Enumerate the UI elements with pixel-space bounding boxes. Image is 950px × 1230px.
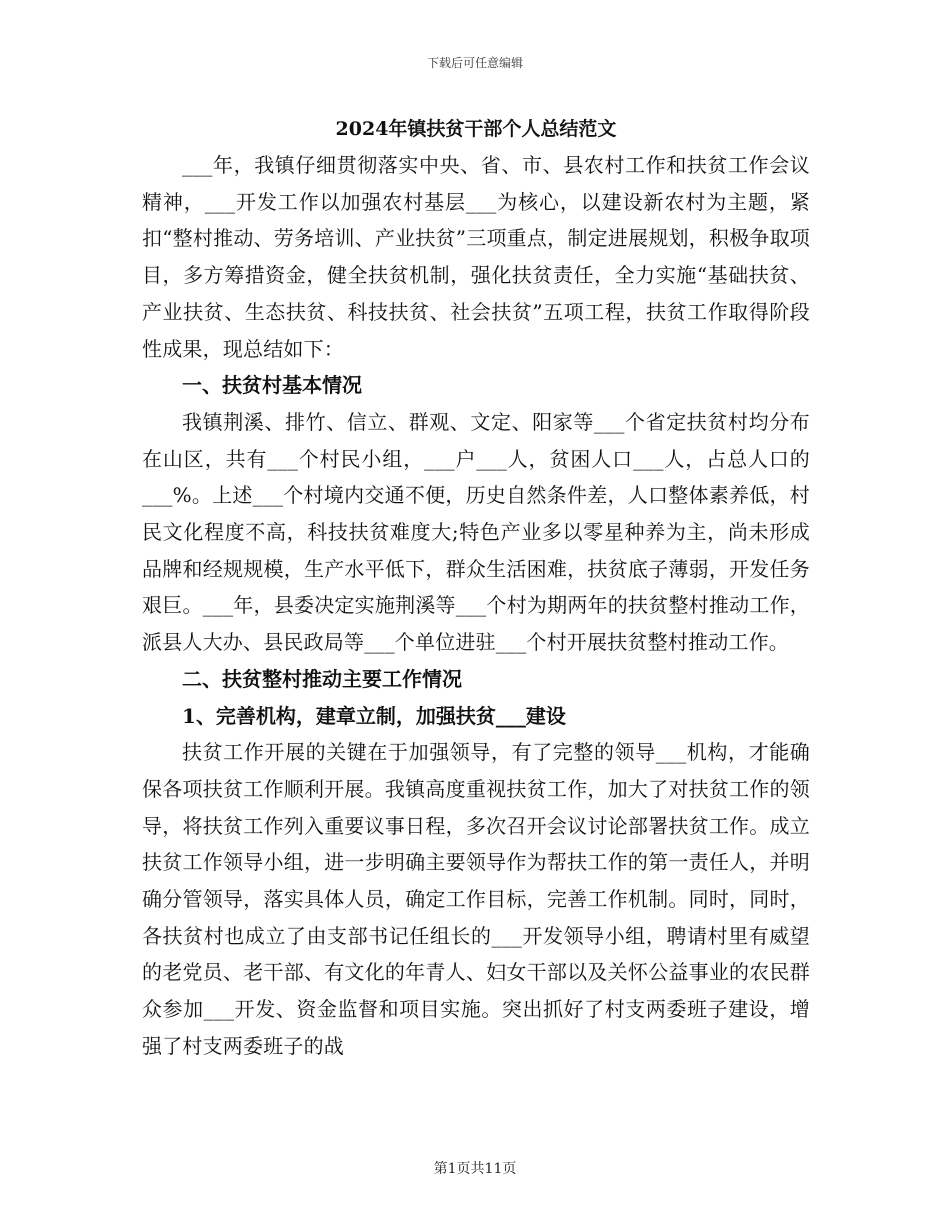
intro-paragraph: ___年，我镇仔细贯彻落实中央、省、市、县农村工作和扶贫工作会议精神，___开发工作以加强农村基层___为核心，以建设新农村为主题，紧扣“整村推动、劳务培训、产业扶贫”三项重点，制定进展规划，积极争取项目，多方筹措资金，健全扶贫机制，强化扶贫责任，全力实施“基础扶贫、产业扶贫、生态扶贫、科技扶贫、社会扶贫”五项工程，扶贫工作取得阶段性成果，现总结如下： xyxy=(142,153,810,361)
page-footer-number: 第1页共11页 xyxy=(433,1161,517,1177)
section-heading-1: 一、扶贫村基本情况 xyxy=(182,373,362,398)
document-body xyxy=(142,111,810,1065)
subsection-1-paragraph: 扶贫工作开展的关键在于加强领导，有了完整的领导___机构，才能确保各项扶贫工作顺利开展。我镇高度重视扶贫工作，加大了对扶贫工作的领导，将扶贫工作列入重要议事日程，多次召开会议讨论部署扶贫工作。成立扶贫工作领导小组，进一步明确主要领导作为帮扶工作的第一责任人，并明确分管领导，落实具体人员，确定工作目标，完善工作机制。同时，同时，各扶贫村也成立了由支部书记任组长的___开发领导小组，聘请村里有威望的老党员、老干部、有文化的年青人、妇女干部以及关怀公益事业的农民群众参加___开发、资金监督和项目实施。突出抓好了村支两委班子建设，增强了村支两委班子的战 xyxy=(142,740,810,1058)
page-header-note: 下载后可任意编辑 xyxy=(426,56,523,70)
subsection-heading-1: 1、完善机构，建章立制，加强扶贫___建设 xyxy=(182,703,566,728)
document-title: 2024年镇扶贫干部个人总结范文 xyxy=(335,118,617,140)
section-1-paragraph: 我镇荆溪、排竹、信立、群观、文定、阳家等___个省定扶贫村均分布在山区，共有___个村民小组，___户___人，贫困人口___人，占总人口的___%。上述___个村境内交通不便，历史自然条件差，人口整体素养低，村民文化程度不高，科技扶贫难度大;特色产业多以零星种养为主，尚未形成品牌和经规规模，生产水平低下，群众生活困难，扶贫底子薄弱，开发任务艰巨。___年，县委决定实施荆溪等___个村为期两年的扶贫整村推动工作，派县人大办、县民政局等___个单位进驻___个村开展扶贫整村推动工作。 xyxy=(142,409,810,655)
section-heading-2: 二、扶贫整村推动主要工作情况 xyxy=(182,666,462,691)
